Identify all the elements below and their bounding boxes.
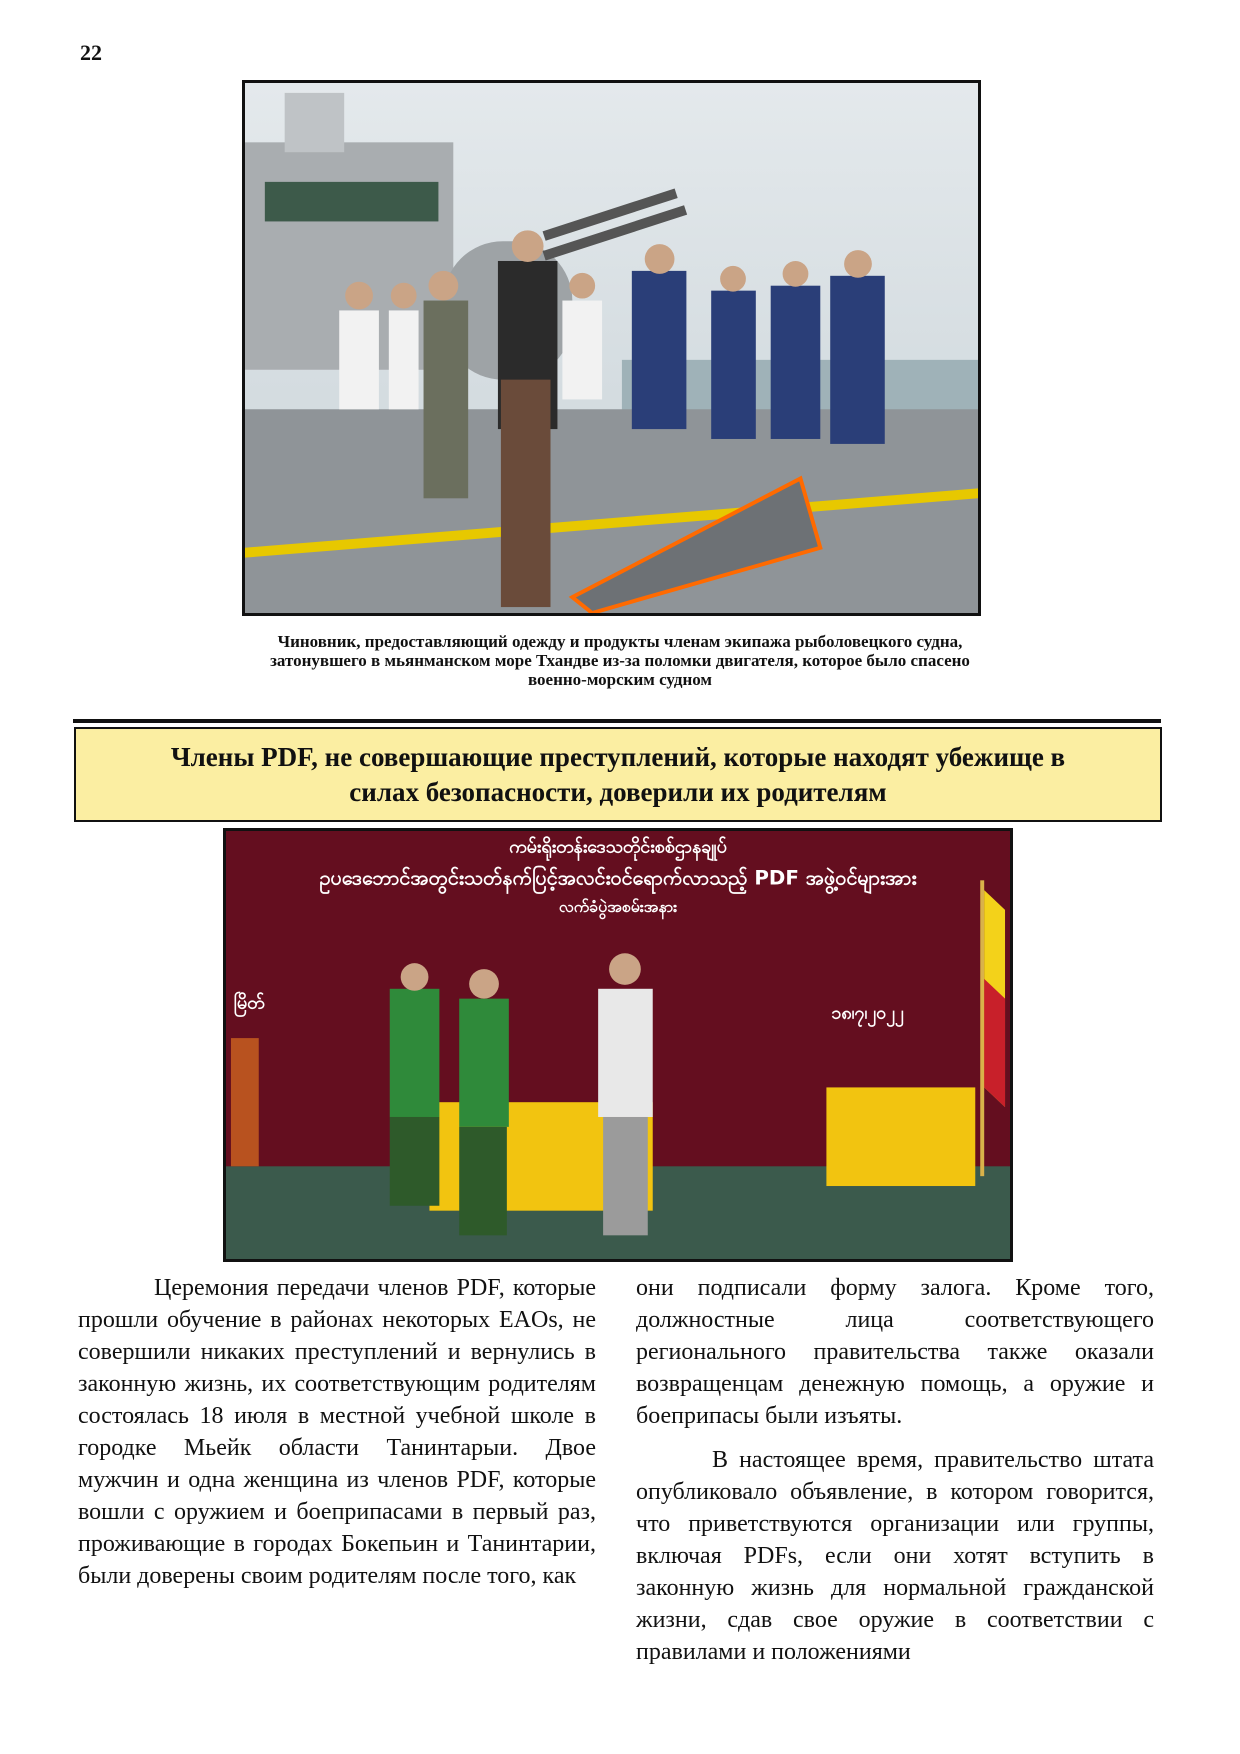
banner-line: ကမ်းရိုးတန်းဒေသတိုင်းစစ်ဌာနချုပ် bbox=[509, 836, 727, 858]
ship-deck-photo bbox=[242, 80, 981, 616]
article-paragraph: В настоящее время, правительство штата опубликовало объявление, в котором говорится, что приветствуются организации или группы, включая PDFs, если они хотят вступить в законную жизнь для нормальной гражданской жизни, сдав свое оружие в соответствии с правилами и положениями bbox=[636, 1447, 1154, 1665]
banner-line: ဥပဒေဘောင်အတွင်းသတ်နက်ပြင့်အလင်းဝင်ရောက်လာသည့် PDF အဖွဲ့ဝင်များအား bbox=[319, 866, 917, 890]
banner-line: လက်ခံပွဲအစမ်းအနား bbox=[558, 896, 678, 916]
headline-line: силах безопасности, доверили их родителям bbox=[349, 776, 887, 807]
caption-line: военно-морским судном bbox=[527, 670, 713, 689]
photo-caption bbox=[150, 632, 1090, 689]
ceremony-photo bbox=[223, 828, 1013, 1262]
page-number: 22 bbox=[80, 40, 102, 65]
caption-line: затонувшего в мьянманском море Тхандве из-за поломки двигателя, которое было спасено bbox=[270, 651, 970, 670]
headline-line: Члены PDF, не совершающие преступлений, которые находят убежище в bbox=[170, 741, 1066, 772]
article-column-left bbox=[78, 1272, 596, 1592]
ship-deck-photo-icon bbox=[245, 83, 978, 613]
stage-date: ၁၈၊၇၊၂၀၂၂ bbox=[831, 1002, 904, 1024]
section-divider bbox=[73, 719, 1161, 723]
article-column-right bbox=[636, 1272, 1154, 1668]
stage-left-word: မြိတ် bbox=[233, 992, 265, 1014]
caption-line: Чиновник, предоставляющий одежду и продукты членам экипажа рыболовецкого судна, bbox=[277, 632, 963, 651]
article-headline bbox=[74, 727, 1162, 822]
article-paragraph: Церемония передачи членов PDF, которые прошли обучение в районах некоторых EAOs, не совершили никаких преступлений и вернулись в законную жизнь, их соответствующим родителям состоялась 18 июля в местной учебной школе в городке Мьейк области Танинтарыи. Двое мужчин и одна женщина из членов PDF, которые вошли с оружием и боеприпасами в первый раз, проживающие в городах Бокепьин и Танинтарии, были доверены своим родителям после того, как bbox=[78, 1275, 596, 1589]
article-paragraph: они подписали форму залога. Кроме того, должностные лица соответствующего регионального правительства также оказали возвращенцам денежную помощь, а оружие и боеприпасы были изъяты. bbox=[636, 1275, 1154, 1429]
ceremony-stage-icon bbox=[226, 831, 1010, 1259]
